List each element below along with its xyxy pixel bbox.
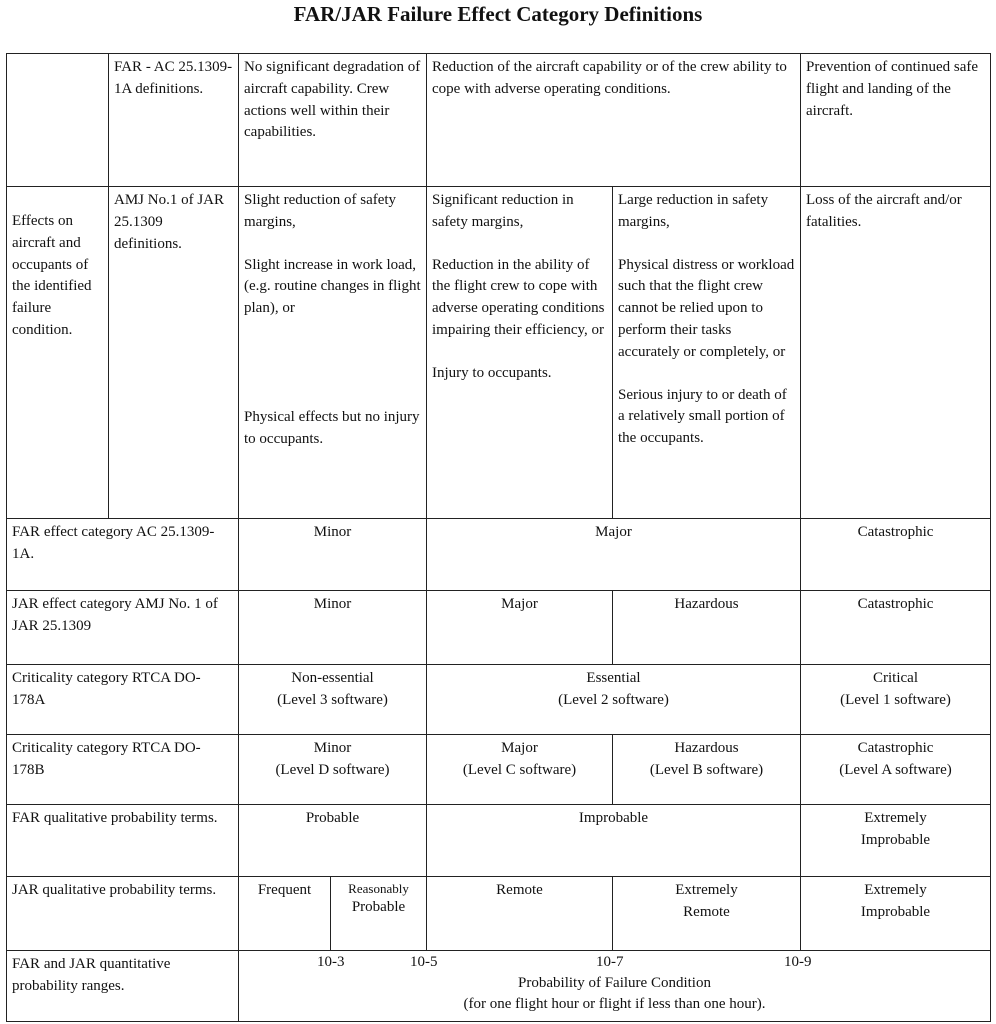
failure-effect-table: [6, 53, 991, 1022]
major-definition-p3: Injury to occupants.: [432, 364, 552, 381]
do178a-row: [7, 665, 991, 735]
catastrophic-definition-cell: Loss of the aircraft and/or fatalities.: [801, 187, 991, 519]
quant-row: [7, 951, 991, 1022]
far-prob-probable: Probable: [239, 805, 427, 877]
do178a-non-essential: Non-essential (Level 3 software): [239, 665, 427, 735]
far-prob-extremely-improbable: Extremely Improbable: [801, 805, 991, 877]
jar-effect-minor: Minor: [239, 591, 427, 665]
do178a-label: Criticality category RTCA DO-178A: [7, 665, 239, 735]
effects-label: Effects on aircraft and occupants of the identified failure condition.: [7, 187, 109, 519]
hazardous-definition-p3: Serious injury to or death of a relatively small portion of the occupants.: [618, 386, 787, 447]
far-prob-row: [7, 805, 991, 877]
minor-definition-p3: Physical effects but no injury to occupants.: [244, 408, 420, 447]
amj-definitions-row: [7, 187, 991, 519]
far-prevention-cell: Prevention of continued safe flight and landing of the aircraft.: [801, 54, 991, 187]
quant-label: FAR and JAR quantitative probability ranges.: [7, 951, 239, 1022]
probability-caption: [239, 973, 990, 1015]
probability-axis-note: (for one flight hour or flight if less than one hour).: [463, 996, 766, 1012]
major-definition-cell: [427, 187, 613, 519]
jar-prob-reasonably-probable: Reasonably Probable: [331, 877, 427, 951]
jar-prob-label: JAR qualitative probability terms.: [7, 877, 239, 951]
tick-10-9: 10-9: [784, 954, 812, 970]
tick-10-3: 10-3: [317, 954, 345, 970]
hazardous-definition-p2: Physical distress or workload such that the flight crew cannot be relied upon to perform their tasks accurately or completely, or: [618, 256, 795, 360]
far-reduction-cell: Reduction of the aircraft capability or of the crew ability to cope with adverse operating conditions.: [427, 54, 801, 187]
far-definitions-row: [7, 54, 991, 187]
far-prob-label: FAR qualitative probability terms.: [7, 805, 239, 877]
major-definition-p1: Significant reduction in safety margins,: [432, 192, 574, 230]
minor-definition-cell: [239, 187, 427, 519]
far-no-significant-cell: No significant degradation of aircraft capability. Crew actions well within their capabilities.: [239, 54, 427, 187]
far-prob-improbable: Improbable: [427, 805, 801, 877]
far-effect-row: [7, 519, 991, 591]
jar-effect-row: [7, 591, 991, 665]
major-definition-p2: Reduction in the ability of the flight crew to cope with adverse operating conditions impairing their efficiency, or: [432, 256, 605, 338]
do178b-hazardous: Hazardous (Level B software): [613, 735, 801, 805]
probability-scale: [239, 951, 991, 1022]
jar-prob-row: [7, 877, 991, 951]
far-effect-major: Major: [427, 519, 801, 591]
far-effect-label: FAR effect category AC 25.1309-1A.: [7, 519, 239, 591]
do178b-catastrophic: Catastrophic (Level A software): [801, 735, 991, 805]
do178b-row: [7, 735, 991, 805]
page-title: FAR/JAR Failure Effect Category Definitions: [293, 2, 703, 26]
do178b-label: Criticality category RTCA DO-178B: [7, 735, 239, 805]
tick-10-7: 10-7: [596, 954, 624, 970]
do178a-critical: Critical (Level 1 software): [801, 665, 991, 735]
minor-definition-p1: Slight reduction of safety margins,: [244, 192, 397, 230]
do178b-major: Major (Level C software): [427, 735, 613, 805]
jar-effect-label: JAR effect category AMJ No. 1 of JAR 25.1309: [7, 591, 239, 665]
minor-definition-p2: Slight increase in work load, (e.g. routine changes in flight plan), or: [244, 256, 421, 317]
blank-corner-cell: [7, 54, 109, 187]
tick-10-5: 10-5: [410, 954, 438, 970]
far-effect-catastrophic: Catastrophic: [801, 519, 991, 591]
do178a-essential: Essential (Level 2 software): [427, 665, 801, 735]
far-definitions-label: FAR - AC 25.1309-1A definitions.: [109, 54, 239, 187]
far-effect-minor: Minor: [239, 519, 427, 591]
jar-effect-hazardous: Hazardous: [613, 591, 801, 665]
do178b-minor: Minor (Level D software): [239, 735, 427, 805]
jar-prob-frequent: Frequent: [239, 877, 331, 951]
jar-effect-major: Major: [427, 591, 613, 665]
amj-definitions-label: AMJ No.1 of JAR 25.1309 definitions.: [109, 187, 239, 519]
jar-prob-extremely-improbable: Extremely Improbable: [801, 877, 991, 951]
jar-effect-catastrophic: Catastrophic: [801, 591, 991, 665]
probability-axis-title: Probability of Failure Condition: [518, 975, 711, 991]
hazardous-definition-cell: [613, 187, 801, 519]
hazardous-definition-p1: Large reduction in safety margins,: [618, 192, 769, 230]
jar-prob-extremely-remote: Extremely Remote: [613, 877, 801, 951]
jar-prob-remote: Remote: [427, 877, 613, 951]
